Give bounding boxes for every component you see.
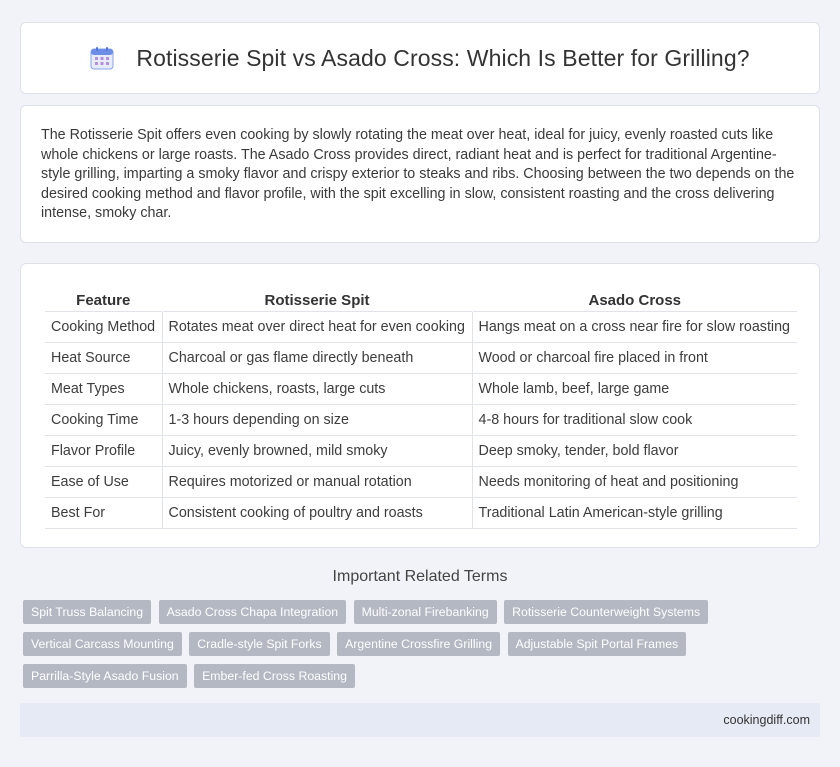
related-term-tag[interactable]: Vertical Carcass Mounting: [23, 632, 182, 656]
related-term-tag[interactable]: Multi-zonal Firebanking: [354, 600, 497, 624]
rotisserie-cell: 1-3 hours depending on size: [162, 404, 472, 435]
feature-cell: Best For: [45, 497, 162, 528]
rotisserie-cell: Juicy, evenly browned, mild smoky: [162, 435, 472, 466]
table-row: [45, 311, 797, 342]
feature-cell: Cooking Method: [45, 311, 162, 342]
column-header-asado-cross: Asado Cross: [472, 280, 797, 311]
feature-cell: Meat Types: [45, 373, 162, 404]
table-row: [45, 466, 797, 497]
related-term-tag[interactable]: Rotisserie Counterweight Systems: [504, 600, 708, 624]
related-terms-list: [23, 600, 823, 696]
table-row: [45, 404, 797, 435]
related-term-tag[interactable]: Asado Cross Chapa Integration: [159, 600, 347, 624]
related-term-tag[interactable]: Argentine Crossfire Grilling: [337, 632, 500, 656]
summary-card: [20, 105, 820, 243]
page-title: Rotisserie Spit vs Asado Cross: Which Is Better for Grilling?: [136, 44, 750, 71]
feature-cell: Ease of Use: [45, 466, 162, 497]
related-term-tag[interactable]: Ember-fed Cross Roasting: [194, 664, 355, 688]
column-header-feature: Feature: [76, 291, 131, 309]
calendar-icon: [90, 46, 114, 70]
comparison-table: [45, 280, 797, 529]
footer-site-link[interactable]: cookingdiff.com: [723, 713, 810, 727]
table-header-row: [45, 280, 797, 311]
feature-cell: Heat Source: [45, 342, 162, 373]
related-term-tag[interactable]: Spit Truss Balancing: [23, 600, 151, 624]
feature-cell: Cooking Time: [45, 404, 162, 435]
rotisserie-cell: Rotates meat over direct heat for even cooking: [162, 311, 472, 342]
table-row: [45, 373, 797, 404]
related-term-tag[interactable]: Adjustable Spit Portal Frames: [508, 632, 687, 656]
asado-cell: Traditional Latin American-style grilling: [472, 497, 797, 528]
table-row: [45, 435, 797, 466]
asado-cell: Hangs meat on a cross near fire for slow roasting: [472, 311, 797, 342]
related-terms-heading: Important Related Terms: [332, 568, 508, 585]
column-header-rotisserie-spit: Rotisserie Spit: [162, 280, 472, 311]
table-row: [45, 497, 797, 528]
footer: [20, 703, 820, 737]
comparison-table-card: [20, 263, 820, 548]
asado-cell: Whole lamb, beef, large game: [472, 373, 797, 404]
asado-cell: Deep smoky, tender, bold flavor: [472, 435, 797, 466]
feature-cell: Flavor Profile: [45, 435, 162, 466]
related-term-tag[interactable]: Parrilla-Style Asado Fusion: [23, 664, 187, 688]
title-card: [20, 22, 820, 94]
related-term-tag[interactable]: Cradle-style Spit Forks: [189, 632, 329, 656]
summary-text: The Rotisserie Spit offers even cooking by slowly rotating the meat over heat, ideal for juicy, evenly roasted cuts like whole chickens or large roasts. The Asado Cross provides direct, radiant heat and is perfect for traditional Argentine-style grilling, imparting a smoky flavor and crispy exterior to steaks and ribs. Choosing between the two depends on the desired cooking method and flavor profile, with the spit excelling in slow, consistent roasting and the cross delivering intense, smoky char.: [41, 127, 795, 221]
asado-cell: Wood or charcoal fire placed in front: [472, 342, 797, 373]
rotisserie-cell: Consistent cooking of poultry and roasts: [162, 497, 472, 528]
rotisserie-cell: Charcoal or gas flame directly beneath: [162, 342, 472, 373]
rotisserie-cell: Whole chickens, roasts, large cuts: [162, 373, 472, 404]
table-row: [45, 342, 797, 373]
rotisserie-cell: Requires motorized or manual rotation: [162, 466, 472, 497]
asado-cell: 4-8 hours for traditional slow cook: [472, 404, 797, 435]
asado-cell: Needs monitoring of heat and positioning: [472, 466, 797, 497]
